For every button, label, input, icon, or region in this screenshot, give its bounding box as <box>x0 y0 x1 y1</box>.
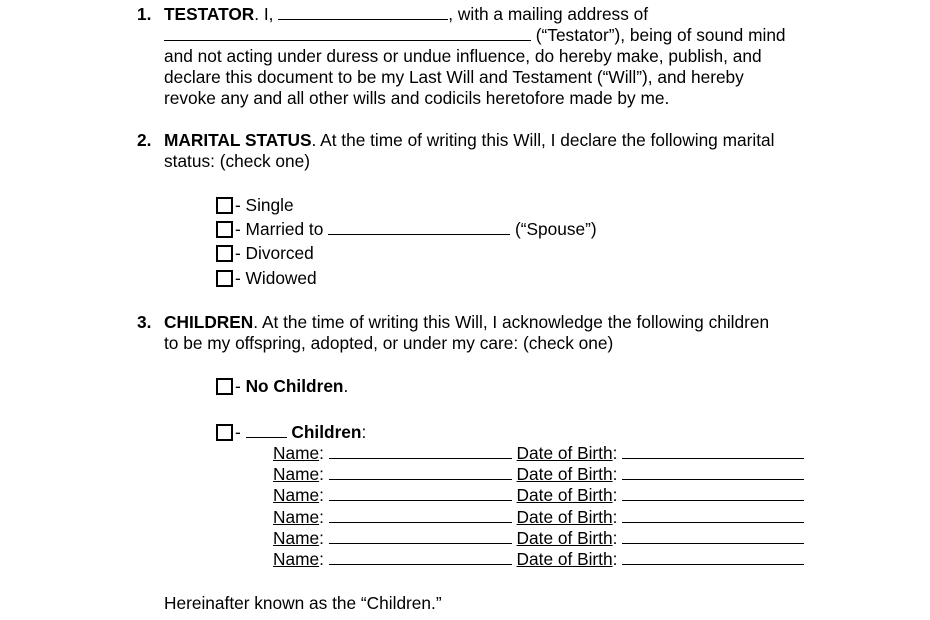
divorced-checkbox[interactable] <box>216 245 233 262</box>
dob-label: Date of Birth <box>516 485 613 506</box>
section-3-footer: Hereinafter known as the “Children.” <box>164 593 442 613</box>
section-3-line-2: to be my offspring, adopted, or under my care: (check one) <box>164 333 614 353</box>
colon: : <box>319 506 324 527</box>
option-label: : <box>361 422 367 442</box>
option-divorced <box>216 243 314 264</box>
colon: : <box>612 485 618 506</box>
section-2-line-2: status: (check one) <box>164 151 310 171</box>
section-2-heading: MARITAL STATUS <box>164 130 312 150</box>
option-label: No Children <box>245 376 344 396</box>
section-1-line-1 <box>164 4 648 25</box>
child-dob-field[interactable] <box>622 464 804 480</box>
option-children <box>216 422 366 443</box>
testator-name-field[interactable] <box>278 4 448 20</box>
dob-label: Date of Birth <box>516 443 613 463</box>
colon: : <box>319 443 324 463</box>
child-name-field[interactable] <box>329 464 512 480</box>
section-2-line-1 <box>164 130 774 151</box>
name-label: Name <box>273 549 320 569</box>
section-3-line-1 <box>164 312 769 333</box>
name-label: Name <box>273 485 320 506</box>
dob-label: Date of Birth <box>516 506 613 527</box>
child-name-field[interactable] <box>329 443 512 459</box>
option-no-children <box>216 376 348 397</box>
child-row <box>273 464 804 485</box>
colon: : <box>319 464 324 485</box>
option-label: Children <box>291 422 362 442</box>
child-dob-field[interactable] <box>622 549 804 565</box>
colon: : <box>612 506 618 527</box>
dob-label: Date of Birth <box>516 527 613 548</box>
section-1-heading: TESTATOR <box>164 4 255 24</box>
name-label: Name <box>273 443 320 463</box>
dob-label: Date of Birth <box>516 549 613 569</box>
name-label: Name <box>273 506 320 527</box>
section-1-line-5: revoke any and all other wills and codicils heretofore made by me. <box>164 88 670 108</box>
children-checkbox[interactable] <box>216 424 233 441</box>
section-2-text: . At the time of writing this Will, I declare the following marital <box>311 130 775 150</box>
section-1-line-4: declare this document to be my Last Will and Testament (“Will”), and hereby <box>164 67 744 87</box>
colon: : <box>319 549 324 569</box>
widowed-checkbox[interactable] <box>216 270 233 287</box>
child-dob-field[interactable] <box>622 485 804 501</box>
colon: : <box>319 485 324 506</box>
single-checkbox[interactable] <box>216 197 233 214</box>
option-widowed <box>216 268 317 289</box>
child-row <box>273 485 804 506</box>
spouse-name-field[interactable] <box>328 219 510 235</box>
option-married <box>216 219 597 240</box>
option-label: . <box>343 376 349 396</box>
option-label: - <box>235 376 246 396</box>
name-label: Name <box>273 527 320 548</box>
no-children-checkbox[interactable] <box>216 378 233 395</box>
section-1-line-3: and not acting under duress or undue influence, do hereby make, publish, and <box>164 46 762 66</box>
colon: : <box>612 443 618 463</box>
option-single <box>216 195 294 216</box>
married-checkbox[interactable] <box>216 221 233 238</box>
section-1-text: . I, <box>254 4 279 24</box>
testator-address-field[interactable] <box>164 25 531 41</box>
colon: : <box>612 549 618 569</box>
option-label: - <box>235 422 246 442</box>
dob-label: Date of Birth <box>516 464 613 485</box>
colon: : <box>319 527 324 548</box>
section-1-text: (“Testator”), being of sound mind <box>531 25 786 45</box>
option-label: - Single <box>235 195 294 215</box>
name-label: Name <box>273 464 320 485</box>
child-row <box>273 528 804 549</box>
children-count-field[interactable] <box>246 422 287 438</box>
section-3-text: . At the time of writing this Will, I acknowledge the following children <box>253 312 770 332</box>
colon: : <box>612 527 618 548</box>
section-2-number: 2. <box>137 130 152 150</box>
child-row <box>273 443 804 464</box>
option-label: - Widowed <box>235 268 317 288</box>
child-dob-field[interactable] <box>622 443 804 459</box>
child-name-field[interactable] <box>329 507 512 523</box>
child-dob-field[interactable] <box>622 507 804 523</box>
child-name-field[interactable] <box>329 485 512 501</box>
child-name-field[interactable] <box>329 528 512 544</box>
option-label: - Divorced <box>235 243 314 263</box>
section-1-line-2 <box>164 25 786 46</box>
section-1-number: 1. <box>137 4 152 24</box>
child-row <box>273 507 804 528</box>
section-3-number: 3. <box>137 312 152 332</box>
option-label: (“Spouse”) <box>510 219 597 239</box>
child-row <box>273 549 804 570</box>
section-3-heading: CHILDREN <box>164 312 254 332</box>
section-1-text: , with a mailing address of <box>448 4 649 24</box>
child-dob-field[interactable] <box>622 528 804 544</box>
child-name-field[interactable] <box>329 549 512 565</box>
colon: : <box>612 464 618 485</box>
option-label: - Married to <box>235 219 329 239</box>
